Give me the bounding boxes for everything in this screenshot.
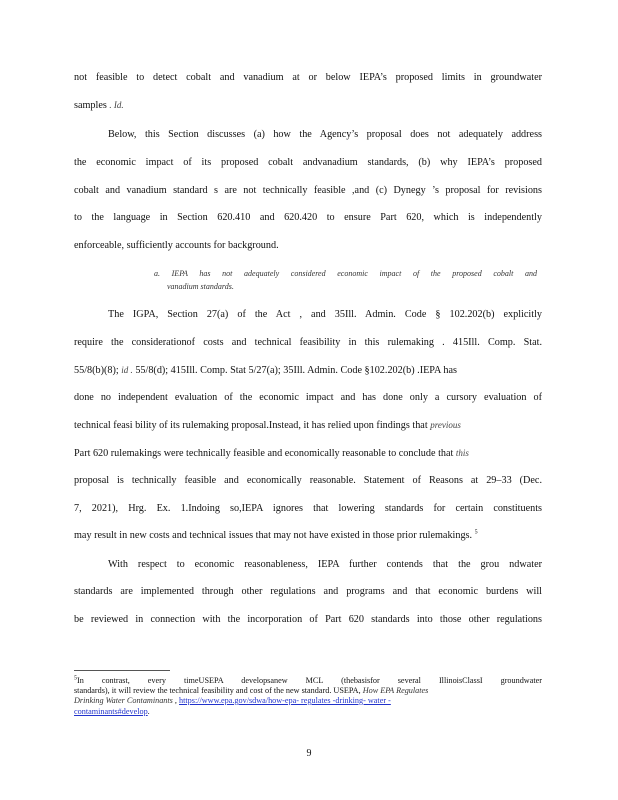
- body-line-12: technical feasi bility of its rulemaking proposal.Instead, it has relied upon findings that previous: [74, 420, 461, 431]
- body-line-18: standards are implemented through other regulations and programs and that economic burdens will: [74, 586, 542, 597]
- section-heading: a. IEPA has not adequately considered economic impact of the proposed cobalt and: [154, 269, 537, 278]
- footnote-link[interactable]: https://www.epa.gov/sdwa/how-epa- regulates -drinking- water -: [179, 696, 391, 705]
- body-line-5: cobalt and vanadium standard s are not technically feasible ,and (c) Dynegy ’s proposal for revisions: [74, 185, 542, 196]
- page-number: 9: [306, 748, 312, 759]
- section-heading-cont: vanadium standards.: [167, 282, 234, 291]
- footnote-number: 5: [74, 675, 77, 682]
- footnote-line-4: contaminants#develop.: [74, 707, 150, 716]
- body-line-3: Below, this Section discusses (a) how the Agency’s proposal does not adequately address: [108, 129, 542, 140]
- body-line-10: 55/8(b)(8); id . 55/8(d); 415Ill. Comp. Stat 5/27(a); 35Ill. Admin. Code §102.202(b) .IEPA has: [74, 365, 457, 376]
- body-line-2: samples . Id.: [74, 100, 124, 111]
- footnote-line-1: $^5$In contrast, every timeUSEPA developsanew MCL (thebasisfor several IllinoisClassI groundwater: [74, 675, 542, 685]
- footnote-divider: [74, 670, 170, 671]
- body-line-1: not feasible to detect cobalt and vanadium at or below IEPA’s proposed limits in groundwater: [74, 72, 542, 83]
- body-line-14: proposal is technically feasible and economically reasonable. Statement of Reasons at 29–33 (Dec.: [74, 475, 542, 486]
- body-line-7: enforceable, sufficiently accounts for background.: [74, 240, 279, 251]
- footnote-ref[interactable]: 5: [474, 529, 478, 536]
- body-line-16: may result in new costs and technical issues that may not have existed in those prior rulemakings. $^5$: [74, 529, 478, 541]
- body-line-19: be reviewed in connection with the incorporation of Part 620 standards into those other regulations: [74, 614, 542, 625]
- body-line-6: to the language in Section 620.410 and 620.420 to ensure Part 620, which is independently: [74, 212, 542, 223]
- footnote-line-2: standards), it will review the technical feasibility and cost of the new standard. USEPA, How EPA Regulates: [74, 686, 429, 695]
- body-line-17: With respect to economic reasonableness, IEPA further contends that the grou ndwater: [108, 559, 542, 570]
- footnote-line-3: Drinking Water Contaminants , https://www.epa.gov/sdwa/how-epa- regulates -drinking- water -: [74, 696, 391, 705]
- body-line-15: 7, 2021), Hrg. Ex. 1.Indoing so,IEPA ignores that lowering standards for certain constituents: [74, 503, 542, 514]
- body-line-4: the economic impact of its proposed cobalt andvanadium standards, (b) why IEPA’s proposed: [74, 157, 542, 168]
- body-line-9: require the considerationof costs and technical feasibility in this rulemaking . 415Ill. Comp. Stat.: [74, 337, 542, 348]
- body-line-13: Part 620 rulemakings were technically feasible and economically reasonable to conclude that this: [74, 448, 469, 459]
- body-line-11: done no independent evaluation of the economic impact and has done only a cursory evaluation of: [74, 392, 542, 403]
- body-line-8: The IGPA, Section 27(a) of the Act , and 35Ill. Admin. Code § 102.202(b) explicitly: [108, 309, 542, 320]
- footnote-link-cont[interactable]: contaminants#develop: [74, 707, 148, 716]
